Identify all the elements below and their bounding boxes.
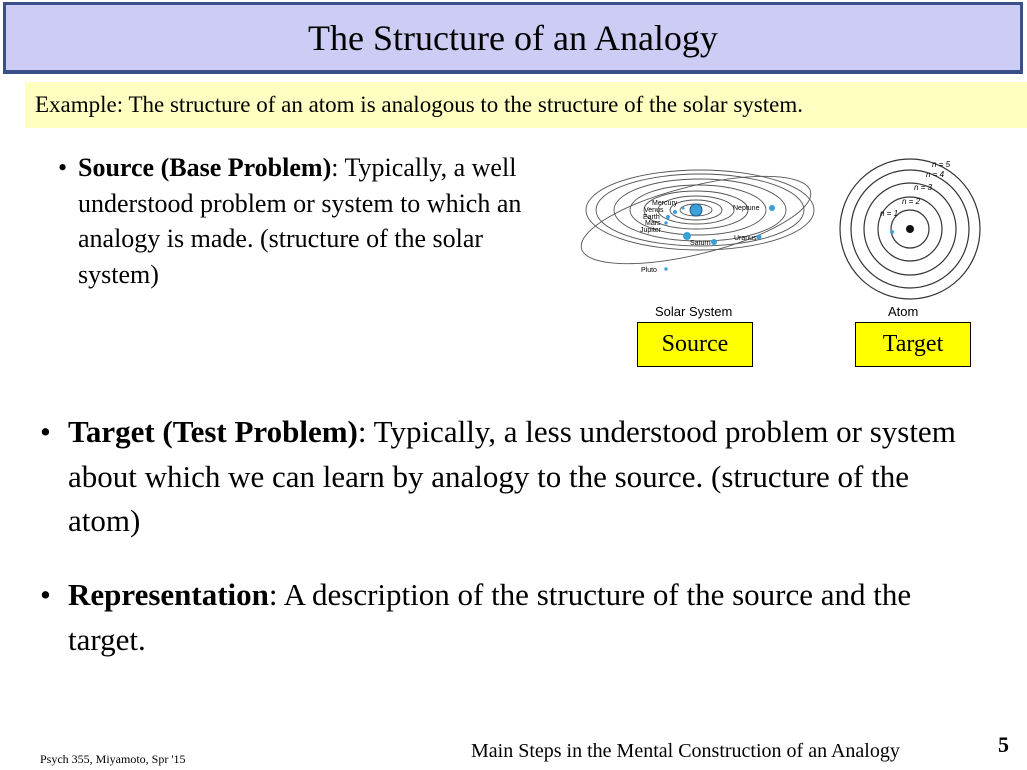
representation-bullet-text — [68, 573, 980, 662]
target-bullet-text — [68, 410, 980, 544]
planet-label: Uranus — [734, 235, 757, 242]
bullet-dot: • — [40, 414, 51, 449]
electron — [890, 230, 894, 234]
source-term: Source (Base Problem) — [78, 153, 332, 182]
source-bullet-text — [78, 150, 558, 292]
course-footer: Psych 355, Miyamoto, Spr '15 — [40, 752, 186, 766]
representation-description: : A description of the structure of the source and the target. — [68, 577, 912, 657]
planet-venus — [673, 210, 677, 214]
planet-label: Saturn — [690, 240, 711, 247]
planet-earth — [666, 215, 670, 219]
slide-title: The Structure of an Analogy — [308, 17, 718, 58]
planet-saturn — [711, 239, 717, 245]
source-box: Source — [637, 322, 753, 367]
planet-mercury — [682, 207, 685, 210]
planet-label: Neptune — [733, 205, 760, 212]
planet-neptune — [769, 205, 775, 211]
example-banner — [25, 82, 1027, 128]
level-label: n = 5 — [932, 160, 951, 169]
planet-label: Pluto — [641, 267, 657, 274]
target-term: Target (Test Problem) — [68, 414, 358, 449]
planet-label: Venus — [644, 207, 664, 214]
planet-label: Mercury — [652, 200, 678, 207]
bullet-dot: • — [40, 577, 51, 612]
level-label: n = 4 — [926, 170, 945, 179]
source-description: : Typically, a well understood problem or system to which an analogy is made. (structure of the solar system) — [78, 153, 522, 289]
solar-system-diagram — [576, 168, 816, 280]
example-text: Example: The structure of an atom is analogous to the structure of the solar system. — [35, 92, 803, 117]
sun — [690, 204, 702, 216]
level-label: n = 2 — [902, 197, 921, 206]
atom-diagram — [836, 153, 984, 303]
planet-label: Earth — [643, 214, 660, 221]
bullet-dot: • — [58, 153, 68, 182]
planet-label: Jupiter — [640, 227, 662, 234]
planet-label: Mars — [645, 220, 661, 227]
planet-pluto — [664, 267, 667, 270]
planet-jupiter — [683, 232, 691, 240]
level-label: n = 3 — [914, 183, 933, 192]
level-label: n = 1 — [880, 209, 899, 218]
target-box: Target — [855, 322, 971, 367]
target-description: : Typically, a less understood problem or system about which we can learn by analogy to the source. (structure of the atom) — [68, 414, 956, 538]
solar-system-label: Solar System — [655, 304, 733, 319]
representation-term: Representation — [68, 577, 269, 612]
nucleus — [906, 225, 914, 233]
atom-label: Atom — [888, 304, 919, 319]
planet-mars — [664, 221, 667, 224]
planet-uranus — [757, 235, 762, 240]
section-footer: Main Steps in the Mental Construction of an Analogy — [471, 740, 900, 762]
title-bar — [3, 2, 1023, 74]
page-number: 5 — [998, 732, 1009, 757]
